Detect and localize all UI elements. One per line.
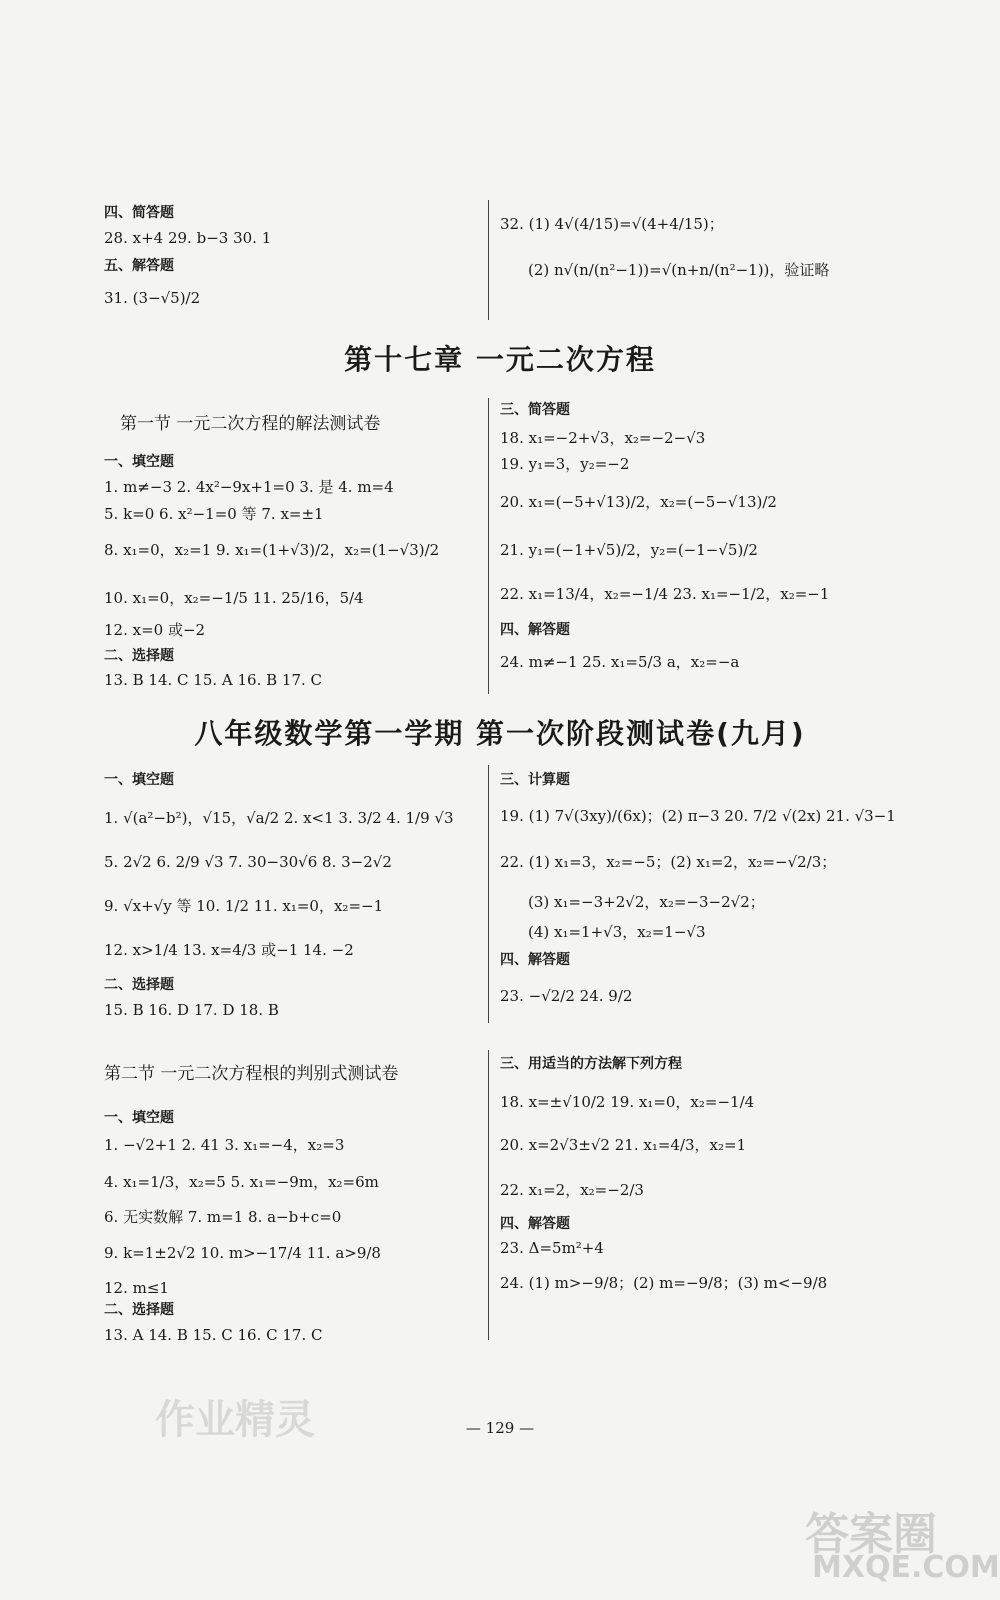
answer-line: 23. −√2/2 24. 9/2 [500,987,633,1005]
answer-line: (4) x₁=1+√3，x₂=1−√3 [528,923,706,941]
answer-line: 31. (3−√5)/2 [104,289,201,307]
heading: 四、解答题 [500,622,570,638]
answer-line: 18. x=±√10/2 19. x₁=0，x₂=−1/4 [500,1093,755,1111]
answer-line: 5. k=0 6. x²−1=0 等 7. x=±1 [104,505,324,523]
watermark-right: 答案圈 [805,1509,937,1560]
heading: 一、填空题 [104,454,174,470]
sec2-title: 第二节 一元二次方程根的判别式测试卷 [104,1064,399,1084]
answer-line: 19. y₁=3，y₂=−2 [500,455,630,473]
answer-line: 22. x₁=13/4，x₂=−1/4 23. x₁=−1/2，x₂=−1 [500,585,830,603]
answer-line: 1. √(a²−b²)，√15，√a/2 2. x<1 3. 3/2 4. 1/9 √3 [104,809,454,827]
answer-line: 12. x=0 或−2 [104,621,206,639]
answer-line: (3) x₁=−3+2√2，x₂=−3−2√2； [528,893,765,911]
answer-line: 9. k=1±2√2 10. m>−17/4 11. a>9/8 [104,1244,381,1262]
answer-line: 6. 无实数解 7. m=1 8. a−b+c=0 [104,1208,342,1226]
answer-line: 32. (1) 4√(4/15)=√(4+4/15)； [500,215,724,233]
heading: 二、选择题 [104,648,174,664]
answer-line: 1. m≠−3 2. 4x²−9x+1=0 3. 是 4. m=4 [104,478,394,496]
heading: 三、简答题 [500,402,570,418]
sec1-title: 第一节 一元二次方程的解法测试卷 [120,414,381,434]
heading: 二、选择题 [104,1302,174,1318]
answer-line: 21. y₁=(−1+√5)/2，y₂=(−1−√5)/2 [500,541,758,559]
page-number: — 129 — [465,1419,535,1437]
heading: 三、用适当的方法解下列方程 [500,1056,682,1072]
answer-line: 20. x₁=(−5+√13)/2，x₂=(−5−√13)/2 [500,493,777,511]
answer-line: 20. x=2√3±√2 21. x₁=4/3，x₂=1 [500,1136,747,1154]
answer-line: 15. B 16. D 17. D 18. B [104,1001,279,1019]
watermark-left: 作业精灵 [155,1397,315,1443]
heading: 二、选择题 [104,977,174,993]
answer-line: 13. A 14. B 15. C 16. C 17. C [104,1326,323,1344]
answer-line: 28. x+4 29. b−3 30. 1 [104,229,272,247]
heading: 一、填空题 [104,772,174,788]
answer-line: 12. x>1/4 13. x=4/3 或−1 14. −2 [104,941,354,959]
answer-line: (2) n√(n/(n²−1))=√(n+n/(n²−1))，验证略 [528,261,830,279]
answer-line: 10. x₁=0，x₂=−1/5 11. 25/16，5/4 [104,589,364,607]
answer-line: 9. √x+√y 等 10. 1/2 11. x₁=0，x₂=−1 [104,897,384,915]
exam-title: 八年级数学第一学期 第一次阶段测试卷(九月) [194,717,806,750]
answer-line: 4. x₁=1/3，x₂=5 5. x₁=−9m，x₂=6m [104,1173,379,1191]
divider-sec2 [488,1050,489,1340]
chapter-title: 第十七章 一元二次方程 [344,343,656,376]
answer-line: 22. (1) x₁=3，x₂=−5；(2) x₁=2，x₂=−√2/3； [500,853,837,871]
answer-line: 5. 2√2 6. 2/9 √3 7. 30−30√6 8. 3−2√2 [104,853,392,871]
answer-line: 22. x₁=2，x₂=−2/3 [500,1181,644,1199]
answer-line: 8. x₁=0，x₂=1 9. x₁=(1+√3)/2，x₂=(1−√3)/2 [104,541,440,559]
watermark-url: MXQE.COM [812,1550,1000,1585]
answer-line: 13. B 14. C 15. A 16. B 17. C [104,671,323,689]
heading: 三、计算题 [500,772,570,788]
heading: 四、解答题 [500,1216,570,1232]
top-heading-short-answer: 四、简答题 [104,205,174,221]
divider-top [488,200,489,320]
answer-line: 12. m≤1 [104,1279,169,1297]
top-heading-solve: 五、解答题 [104,258,174,274]
answer-line: 24. m≠−1 25. x₁=5/3 a，x₂=−a [500,653,740,671]
answer-line: 23. Δ=5m²+4 [500,1239,604,1257]
heading: 四、解答题 [500,952,570,968]
divider-exam [488,765,489,1023]
answer-line: 18. x₁=−2+√3，x₂=−2−√3 [500,429,706,447]
heading: 一、填空题 [104,1110,174,1126]
answer-line: 24. (1) m>−9/8；(2) m=−9/8；(3) m<−9/8 [500,1274,828,1292]
divider-sec1 [488,398,489,694]
answer-line: 19. (1) 7√(3xy)/(6x)；(2) π−3 20. 7/2 √(2x) 21. √3−1 [500,807,896,825]
answer-line: 1. −√2+1 2. 41 3. x₁=−4，x₂=3 [104,1136,345,1154]
